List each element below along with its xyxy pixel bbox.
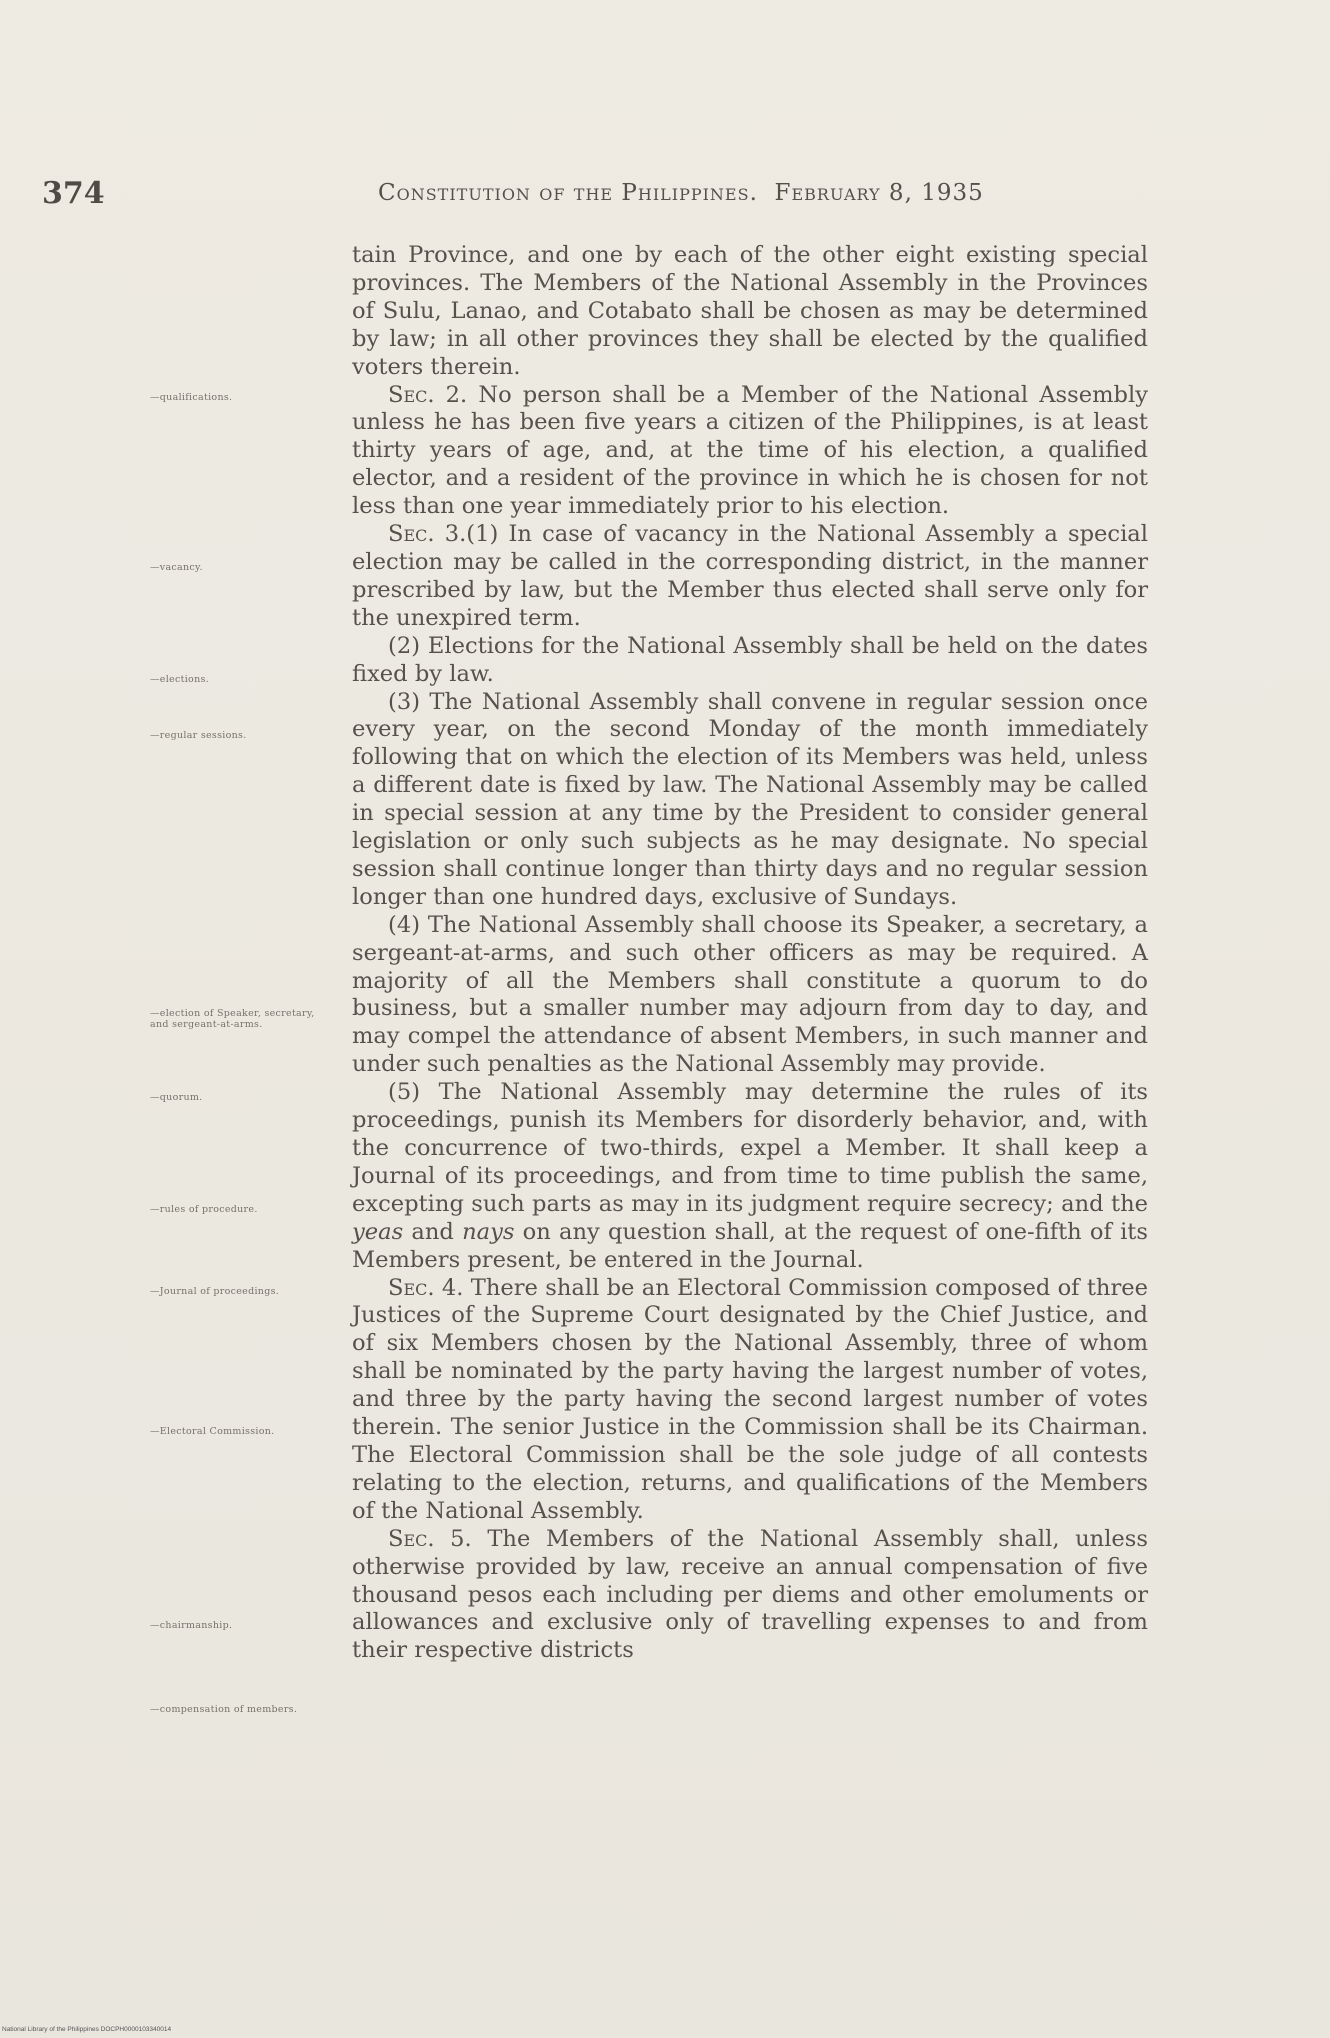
side-note-journal: —Journal of proceedings. xyxy=(150,1286,280,1297)
page-number: 374 xyxy=(42,176,105,211)
paragraph-section-5 xyxy=(352,1526,1148,1666)
section-2-text: No person shall be a Member of the National Assembly unless he has been five years a citizen of the Philippines, is at least thirty years of age, and, at the time of his election, a qualified elector, and a resident of the province in which he is chosen for not less than one year immediately prior to his election. xyxy=(352,381,1148,520)
side-note-election-of-speaker: —election of Speaker, secretary, and sergeant-at-arms. xyxy=(150,1008,315,1030)
nays-word: nays xyxy=(462,1218,515,1245)
side-note-electoral-commission: —Electoral Commission. xyxy=(150,1426,275,1437)
paragraph-province-continuation: tain Province, and one by each of the other eight existing special provinces. The Members of the National Assembly in the Provinces of Sulu, Lanao, and Cotabato shall be chosen as may be determined by law; in all other provinces they shall be elected by the qualified voters therein. xyxy=(352,242,1148,380)
side-note-vacancy: —vacancy. xyxy=(150,562,203,573)
paragraph-section-3-2: (2) Elections for the National Assembly shall be held on the dates fixed by law. xyxy=(352,632,1148,687)
scan-footer: National Library of the Philippines DOCPH0000103340014 xyxy=(2,2026,172,2033)
side-note-compensation: —compensation of members. xyxy=(150,1704,298,1715)
side-note-chairmanship: —chairmanship. xyxy=(150,1620,233,1631)
section-3-5-text-a: (5) The National Assembly may determine the rules of its proceedings, punish its Members for disorderly behavior, and, with the concurrence of two-thirds, expel a Member. It shall keep a Journal of its proceedings, and from time to time publish the same, excepting such parts as may in its judgment require secrecy; and the xyxy=(352,1079,1148,1217)
section-3-label: Sec. 3. xyxy=(388,521,467,548)
side-note-regular-sessions: —regular sessions. xyxy=(150,730,247,741)
running-head xyxy=(378,180,1138,206)
running-head-title: Constitution of the Philippines. xyxy=(378,180,758,206)
paragraph-section-3-3: (3) The National Assembly shall convene in regular session once every year, on the second Monday of the month immediately following that on which the election of its Members was held, unless a different date is fixed by law. The National Assembly may be called in special session at any time by the President to consider general legislation or only such subjects as he may designate. No special session shall continue longer than thirty days and no regular session longer than one hundred days, exclusive of Sundays. xyxy=(352,688,1148,910)
section-2-label: Sec. 2. xyxy=(388,381,468,408)
side-note-elections: —elections. xyxy=(150,674,209,685)
section-3-5-text-b: on any question shall, at the request of one-fifth of its Members present, be entered in the Journal. xyxy=(352,1218,1148,1273)
yeas-word: yeas xyxy=(352,1218,404,1245)
section-4-text: There shall be an Electoral Commission composed of three Justices of the Supreme Court designated by the Chief Justice, and of six Members chosen by the National Assembly, three of whom shall be nominated by the party having the largest number of votes, and three by the party having the second largest number of votes therein. The senior Justice in the Commission shall be its Chairman. The Electoral Commission shall be the sole judge of all contests relating to the election, returns, and qualifications of the Members of the National Assembly. xyxy=(352,1274,1149,1524)
section-3-1-text: (1) In case of vacancy in the National Assembly a special election may be called in the corresponding district, in the manner prescribed by law, but the Member thus elected shall serve only for the unexpired term. xyxy=(352,521,1148,631)
paragraph-section-3-1 xyxy=(352,521,1148,633)
side-note-rules-of-procedure: —rules of procedure. xyxy=(150,1204,258,1215)
running-head-date: February 8, 1935 xyxy=(774,180,984,206)
side-note-quorum: —quorum. xyxy=(150,1092,203,1103)
and-word: and xyxy=(411,1218,454,1245)
section-5-label: Sec. 5. xyxy=(388,1525,472,1552)
body-text xyxy=(352,242,1148,1665)
paragraph-section-4 xyxy=(352,1275,1148,1526)
paragraph-section-3-5 xyxy=(352,1079,1148,1274)
side-note-qualifications: —qualifications. xyxy=(150,392,233,403)
paragraph-section-3-4: (4) The National Assembly shall choose its Speaker, a secretary, a sergeant-at-arms, and such other officers as may be required. A majority of all the Members shall constitute a quorum to do business, but a smaller number may adjourn from day to day, and may compel the attendance of absent Members, in such manner and under such penalties as the National Assembly may provide. xyxy=(352,911,1148,1078)
section-5-text: The Members of the National Assembly shall, unless otherwise provided by law, receive an annual compensation of five thousand pesos each including per diems and other emoluments or allowances and exclusive only of travelling expenses to and from their respective districts xyxy=(352,1525,1148,1664)
paragraph-section-2 xyxy=(352,382,1148,522)
section-4-label: Sec. 4. xyxy=(388,1274,464,1301)
